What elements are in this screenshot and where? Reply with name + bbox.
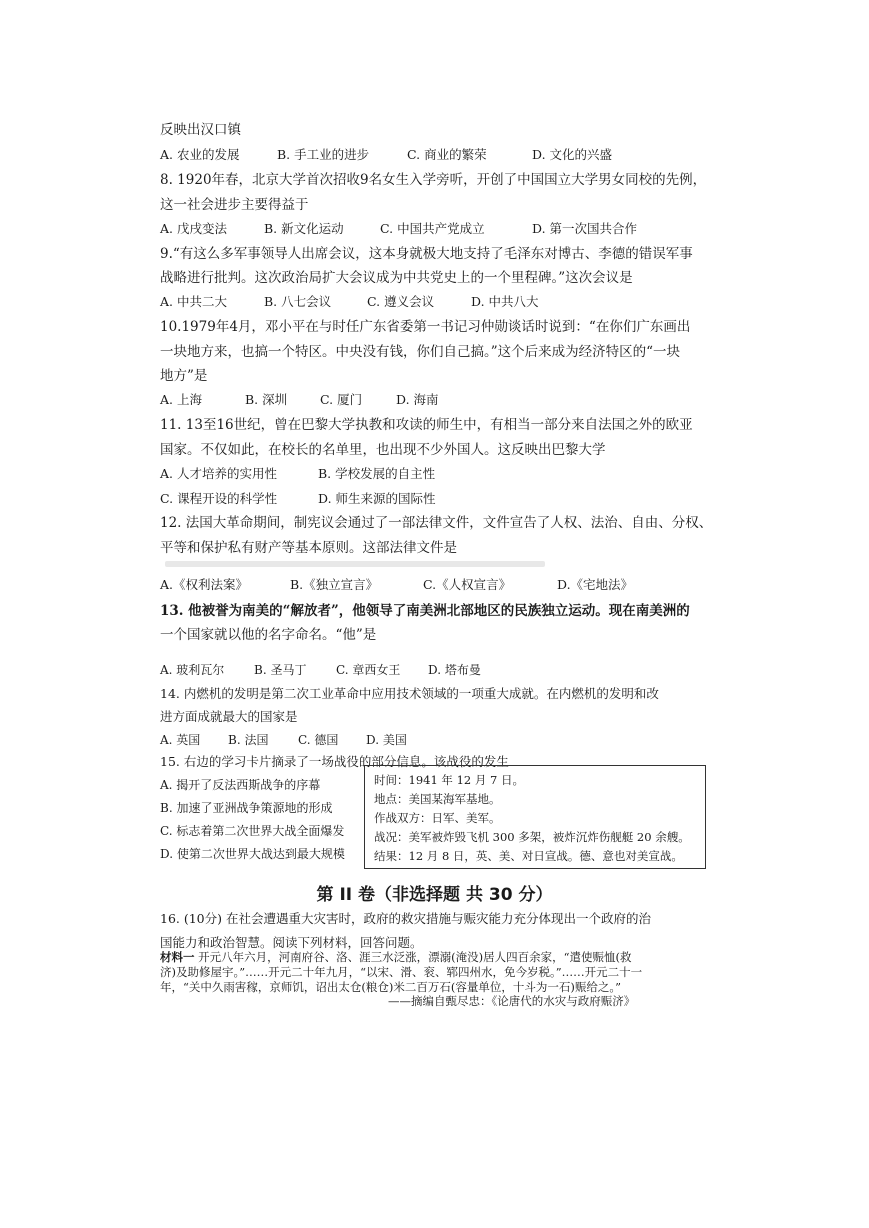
material-text-1: 开元八年六月，河南府谷、洛、涯三水泛涨，漂溺(淹没)居人四百余家，“遣使赈恤(救 bbox=[198, 950, 632, 964]
q7-option-a: A. 农业的发展 bbox=[160, 147, 240, 162]
q12-option-b: B.《独立宣言》 bbox=[290, 577, 379, 592]
q14-option-b: B. 法国 bbox=[228, 733, 269, 747]
q12-stem-line-2: 平等和保护私有财产等基本原则。这部法律文件是 bbox=[160, 540, 457, 556]
study-card-battle: 战况：美军被炸毁飞机 300 多架，被炸沉炸伤舰艇 20 余艘。 bbox=[374, 830, 690, 844]
q14-stem-line-2: 进方面成就最大的国家是 bbox=[160, 709, 298, 724]
q15-option-d: D. 使第二次世界大战达到最大规模 bbox=[160, 847, 345, 861]
q10-option-b: B. 深圳 bbox=[245, 392, 288, 407]
q13-option-a: A. 玻利瓦尔 bbox=[160, 663, 225, 677]
material-line-1 bbox=[160, 950, 632, 965]
q11-option-d: D. 师生来源的国际性 bbox=[318, 491, 436, 506]
q10-option-d: D. 海南 bbox=[396, 392, 439, 407]
q15-option-c: C. 标志着第二次世界大战全面爆发 bbox=[160, 824, 345, 838]
q7-option-c: C. 商业的繁荣 bbox=[407, 147, 487, 162]
scan-smudge bbox=[165, 561, 545, 567]
q10-option-a: A. 上海 bbox=[160, 392, 202, 407]
q13-stem-line-2: 一个国家就以他的名字命名。“他”是 bbox=[160, 627, 377, 643]
section-heading: 第 II 卷（非选择题 共 30 分） bbox=[316, 885, 553, 905]
q8-option-b: B. 新文化运动 bbox=[264, 221, 344, 236]
q12-stem-line-1: 12. 法国大革命期间，制宪议会通过了一部法律文件，文件宣告了人权、法治、自由、分权、 bbox=[160, 515, 713, 531]
q8-option-d: D. 第一次国共合作 bbox=[532, 221, 638, 236]
q13-stem-line-1: 13. 他被誉为南美的“解放者”，他领导了南美洲北部地区的民族独立运动。现在南美洲的 bbox=[160, 603, 690, 619]
q11-option-a: A. 人才培养的实用性 bbox=[160, 466, 277, 481]
q8-option-a: A. 戊戌变法 bbox=[160, 221, 227, 236]
q10-option-c: C. 厦门 bbox=[320, 392, 363, 407]
q8-stem-line-1: 8. 1920年春，北京大学首次招收9名女生入学旁听，开创了中国国立大学男女同校的先例， bbox=[160, 172, 707, 188]
q12-option-d: D.《宅地法》 bbox=[557, 577, 634, 592]
q10-stem-line-1: 10.1979年4月，邓小平在与时任广东省委第一书记习仲勋谈话时说到：“在你们广东画出 bbox=[160, 319, 691, 335]
q12-option-a: A.《权利法案》 bbox=[160, 577, 249, 592]
q7-stem-tail: 反映出汉口镇 bbox=[160, 122, 241, 138]
q8-stem-line-2: 这一社会进步主要得益于 bbox=[160, 197, 309, 213]
study-card-sides: 作战双方：日军、美军。 bbox=[374, 811, 501, 825]
q12-option-c: C.《人权宣言》 bbox=[423, 577, 512, 592]
q9-option-a: A. 中共二大 bbox=[160, 294, 227, 309]
q10-stem-line-2: 一块地方来，也搞一个特区。中央没有钱，你们自己搞。”这个后来成为经济特区的“一块 bbox=[160, 344, 681, 360]
q7-option-d: D. 文化的兴盛 bbox=[532, 147, 613, 162]
q16-stem-line-1: 16. (10分) 在社会遭遇重大灾害时，政府的救灾措施与赈灾能力充分体现出一个政府的治 bbox=[160, 911, 651, 926]
q14-option-a: A. 英国 bbox=[160, 733, 201, 747]
q11-option-c: C. 课程开设的科学性 bbox=[160, 491, 278, 506]
q10-stem-line-3: 地方”是 bbox=[160, 368, 208, 384]
q14-option-c: C. 德国 bbox=[298, 733, 339, 747]
q9-option-b: B. 八七会议 bbox=[264, 294, 332, 309]
q16-stem-line-2: 国能力和政治智慧。阅读下列材料，回答问题。 bbox=[160, 935, 423, 950]
q8-option-c: C. 中国共产党成立 bbox=[380, 221, 485, 236]
q13-option-c: C. 章西女王 bbox=[336, 663, 401, 677]
study-card-result: 结果：12 月 8 日，英、美、对日宣战。德、意也对美宣战。 bbox=[374, 849, 683, 863]
q11-option-b: B. 学校发展的自主性 bbox=[318, 466, 436, 481]
q14-stem-line-1: 14. 内燃机的发明是第二次工业革命中应用技术领域的一项重大成就。在内燃机的发明和改 bbox=[160, 686, 659, 701]
material-line-2: 济)及助修屋宇。”……开元二十年九月，“以宋、滑、衮、郓四州水，免今岁税。”……开元二十一 bbox=[160, 965, 643, 979]
q15-option-a: A. 揭开了反法西斯战争的序幕 bbox=[160, 778, 321, 792]
q7-option-b: B. 手工业的进步 bbox=[277, 147, 370, 162]
q9-option-d: D. 中共八大 bbox=[471, 294, 539, 309]
q11-stem-line-2: 国家。不仅如此，在校长的名单里，也出现不少外国人。这反映出巴黎大学 bbox=[160, 442, 606, 458]
q15-option-b: B. 加速了亚洲战争策源地的形成 bbox=[160, 801, 333, 815]
q13-option-d: D. 塔布曼 bbox=[428, 663, 481, 677]
material-source: ——摘编自甄尽忠：《论唐代的水灾与政府赈济》 bbox=[388, 994, 636, 1008]
q15-stem: 15. 右边的学习卡片摘录了一场战役的部分信息。该战役的发生 bbox=[160, 754, 509, 769]
study-card bbox=[364, 765, 706, 869]
material-line-3: 年，“关中久雨害稼，京师饥，诏出太仓(粮仓)米二百万石(容量单位，十斗为一石)赈给之。” bbox=[160, 980, 621, 994]
study-card-place: 地点：美国某海军基地。 bbox=[374, 792, 501, 806]
q11-stem-line-1: 11. 13至16世纪，曾在巴黎大学执教和攻读的师生中，有相当一部分来自法国之外的欧亚 bbox=[160, 417, 693, 433]
q14-option-d: D. 美国 bbox=[366, 733, 407, 747]
q13-option-b: B. 圣马丁 bbox=[254, 663, 307, 677]
study-card-time: 时间：1941 年 12 月 7 日。 bbox=[374, 773, 524, 787]
material-label: 材料一 bbox=[160, 950, 195, 964]
q9-option-c: C. 遵义会议 bbox=[367, 294, 435, 309]
q9-stem-line-2: 战略进行批判。这次政治局扩大会议成为中共党史上的一个里程碑。”这次会议是 bbox=[160, 270, 633, 286]
q9-stem-line-1: 9.“有这么多军事领导人出席会议，这本身就极大地支持了毛泽东对博古、李德的错误军事 bbox=[160, 246, 693, 262]
